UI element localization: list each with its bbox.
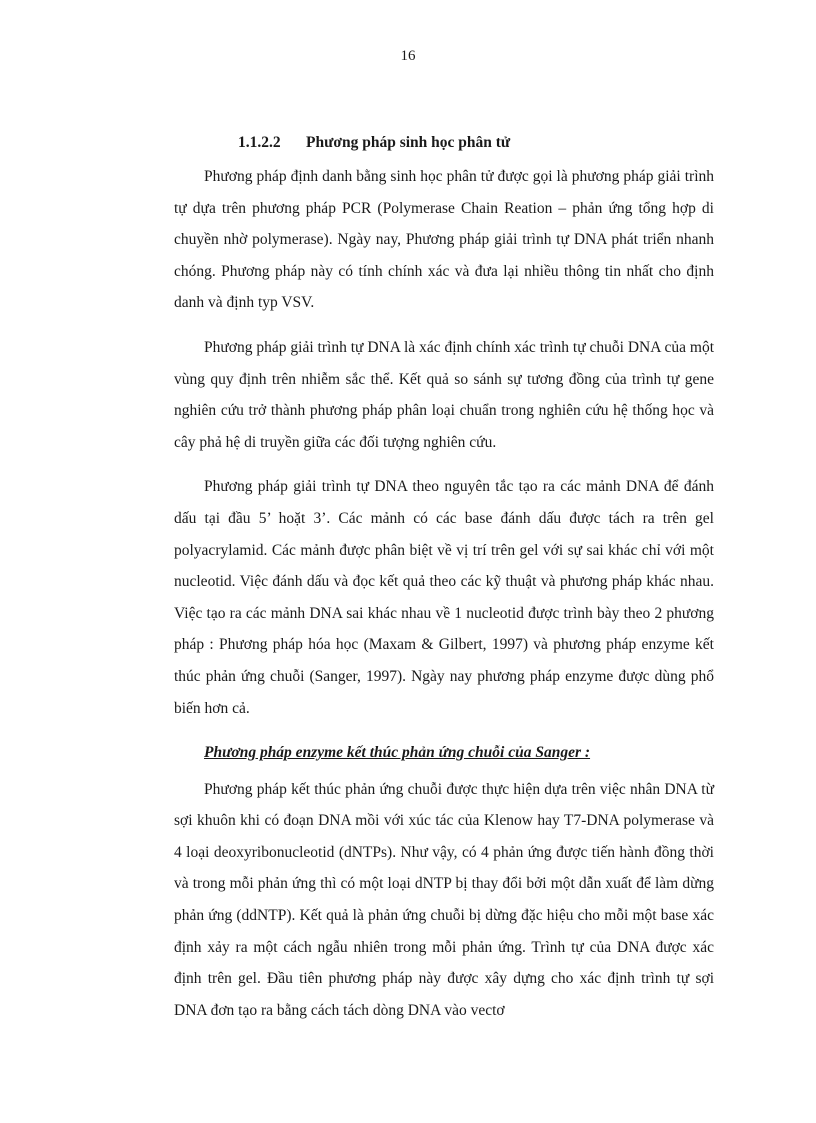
- paragraph-1: Phương pháp định danh bằng sinh học phân tử được gọi là phương pháp giải trình tự dựa trên phương pháp PCR (Polymerase Chain Reation – phản ứng tổng hợp di chuyền nhờ polymerase). Ngày nay, Phương pháp giải trình tự DNA phát triển nhanh chóng. Phương pháp này có tính chính xác và đưa lại nhiều thông tin nhất cho định danh và định typ VSV.: [174, 168, 714, 312]
- section-number: 1.1.2.2: [238, 134, 281, 151]
- paragraph-2: Phương pháp giải trình tự DNA là xác định chính xác trình tự chuỗi DNA của một vùng quy định trên nhiễm sắc thể. Kết quả so sánh sự tương đồng của trình tự gene nghiên cứu trở thành phương pháp phân loại chuẩn trong nghiên cứu hệ thống học và cây phả hệ di truyền giữa các đối tượng nghiên cứu.: [174, 338, 714, 451]
- section-title: Phương pháp sinh học phân tử: [306, 134, 511, 151]
- paragraph-3: Phương pháp giải trình tự DNA theo nguyên tắc tạo ra các mảnh DNA để đánh dấu tại đầu 5’ hoặt 3’. Các mảnh có các base đánh dấu được tách ra trên gel polyacrylamid. Các mảnh được phân biệt về vị trí trên gel với sự sai khác chỉ với một nucleotid. Việc đánh dấu và đọc kết quả theo các kỹ thuật và phương pháp khác nhau. Việc tạo ra các mảnh DNA sai khác nhau về 1 nucleotid được trình bày theo 2 phương pháp : Phương pháp hóa học (Maxam & Gilbert, 1997) và phương pháp enzyme kết thúc phản ứng chuỗi (Sanger, 1997). Ngày nay phương pháp enzyme được dùng phổ biến hơn cả.: [174, 478, 714, 717]
- section-heading: [174, 130, 714, 156]
- subsection-heading: Phương pháp enzyme kết thúc phản ứng chuỗi của Sanger :: [204, 744, 591, 762]
- paragraph-4: Phương pháp kết thúc phản ứng chuỗi được thực hiện dựa trên việc nhân DNA từ sợi khuôn khi có đoạn DNA mồi với xúc tác của Klenow hay T7-DNA polymerase và 4 loại deoxyribonucleotid (dNTPs). Như vậy, có 4 phản ứng được tiến hành đồng thời và trong mỗi phản ứng thì có một loại dNTP bị thay đổi bởi một dẫn xuất để làm dừng phản ứng (ddNTP). Kết quả là phản ứng chuỗi bị dừng đặc hiệu cho mỗi một base xác định xảy ra một cách ngẫu nhiên trong mỗi phản ứng. Trình tự của DNA được xác định trên gel. Đầu tiên phương pháp này được xây dựng cho xác định trình tự sợi DNA đơn tạo ra bằng cách tách dòng DNA vào vectơ: [174, 780, 714, 1019]
- page-number: 16: [400, 48, 416, 64]
- document-body: [174, 130, 714, 1039]
